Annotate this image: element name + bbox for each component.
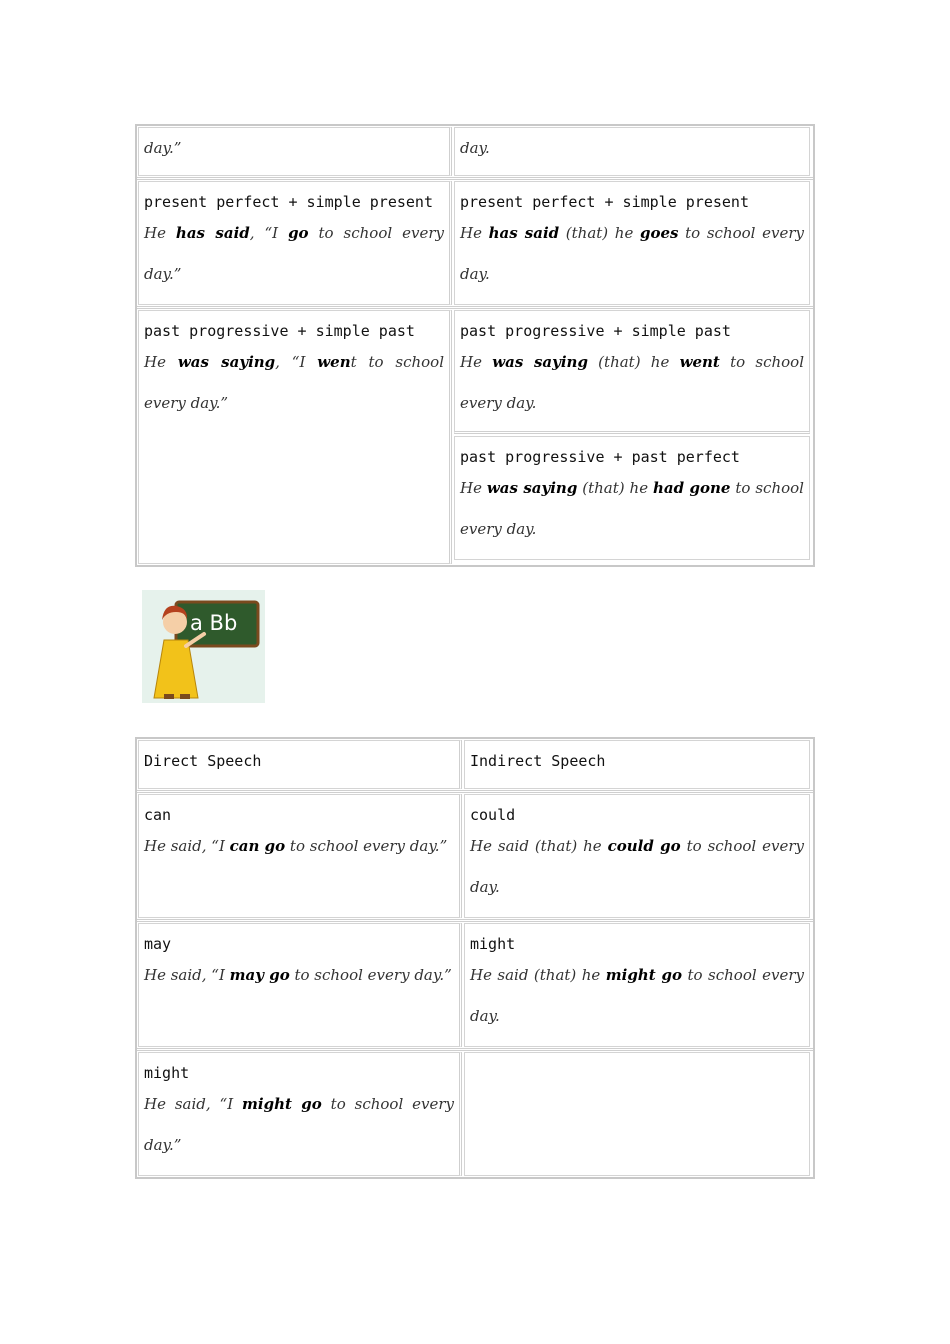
example-sentence: He has said, “I go to school every day.”: [144, 224, 444, 283]
example-sentence: He said, “I may go to school every day.”: [144, 966, 452, 984]
tense-heading: past progressive + simple past: [460, 322, 731, 340]
table-cell: [138, 1052, 462, 1176]
tense-heading: past progressive + past perfect: [460, 448, 740, 466]
tenses-table: [135, 124, 815, 567]
example-sentence: He said (that) he could go to school every day.: [470, 837, 804, 896]
modal-heading: might: [144, 1064, 190, 1082]
table-row: [137, 309, 813, 565]
modals-table: [135, 737, 815, 1179]
example-sentence: He has said (that) he goes to school every day.: [460, 224, 804, 283]
table-cell: [454, 181, 810, 305]
example-sentence: He said, “I can go to school every day.”: [144, 837, 448, 855]
table-cell: [454, 127, 810, 176]
table-cell: [138, 310, 452, 564]
tense-heading: present perfect + simple present: [144, 193, 433, 211]
table-row: [137, 793, 813, 922]
table-cell: [454, 436, 810, 560]
example-sentence: He said, “I might go to school every day.”: [144, 1095, 455, 1154]
table-cell: [138, 181, 452, 305]
column-header-indirect: Indirect Speech: [470, 752, 606, 770]
table-cell-empty: [464, 1052, 810, 1176]
tense-heading: past progressive + simple past: [144, 322, 415, 340]
table-cell-stack: [453, 309, 813, 565]
table-cell: [454, 310, 810, 434]
example-sentence: day.: [460, 139, 490, 157]
table-header-cell: [464, 740, 810, 789]
modal-heading: might: [470, 935, 516, 953]
teacher-illustration: [142, 590, 265, 703]
example-sentence: He said (that) he might go to school every day.: [470, 966, 804, 1025]
chalkboard-text: a Bb: [190, 611, 238, 635]
table-cell: [464, 794, 810, 918]
table-row: [137, 126, 813, 180]
table-cell: [138, 127, 452, 176]
teacher-at-chalkboard-icon: [142, 590, 265, 703]
table-row: [137, 180, 813, 309]
table-cell: [464, 923, 810, 1047]
table-row: [137, 1051, 813, 1177]
table-header-cell: [138, 740, 462, 789]
example-sentence: He was saying, “I went to school every day.”: [144, 353, 445, 412]
table-header-row: [137, 739, 813, 793]
example-sentence: He was saying (that) he had gone to school every day.: [460, 479, 804, 538]
table-cell: [138, 923, 462, 1047]
tense-heading: present perfect + simple present: [460, 193, 749, 211]
table-cell: [138, 794, 462, 918]
example-sentence: day.”: [144, 139, 182, 157]
modal-heading: could: [470, 806, 516, 824]
example-sentence: He was saying (that) he went to school every day.: [460, 353, 805, 412]
modal-heading: can: [144, 806, 172, 824]
column-header-direct: Direct Speech: [144, 752, 262, 770]
table-row: [137, 922, 813, 1051]
modal-heading: may: [144, 935, 172, 953]
